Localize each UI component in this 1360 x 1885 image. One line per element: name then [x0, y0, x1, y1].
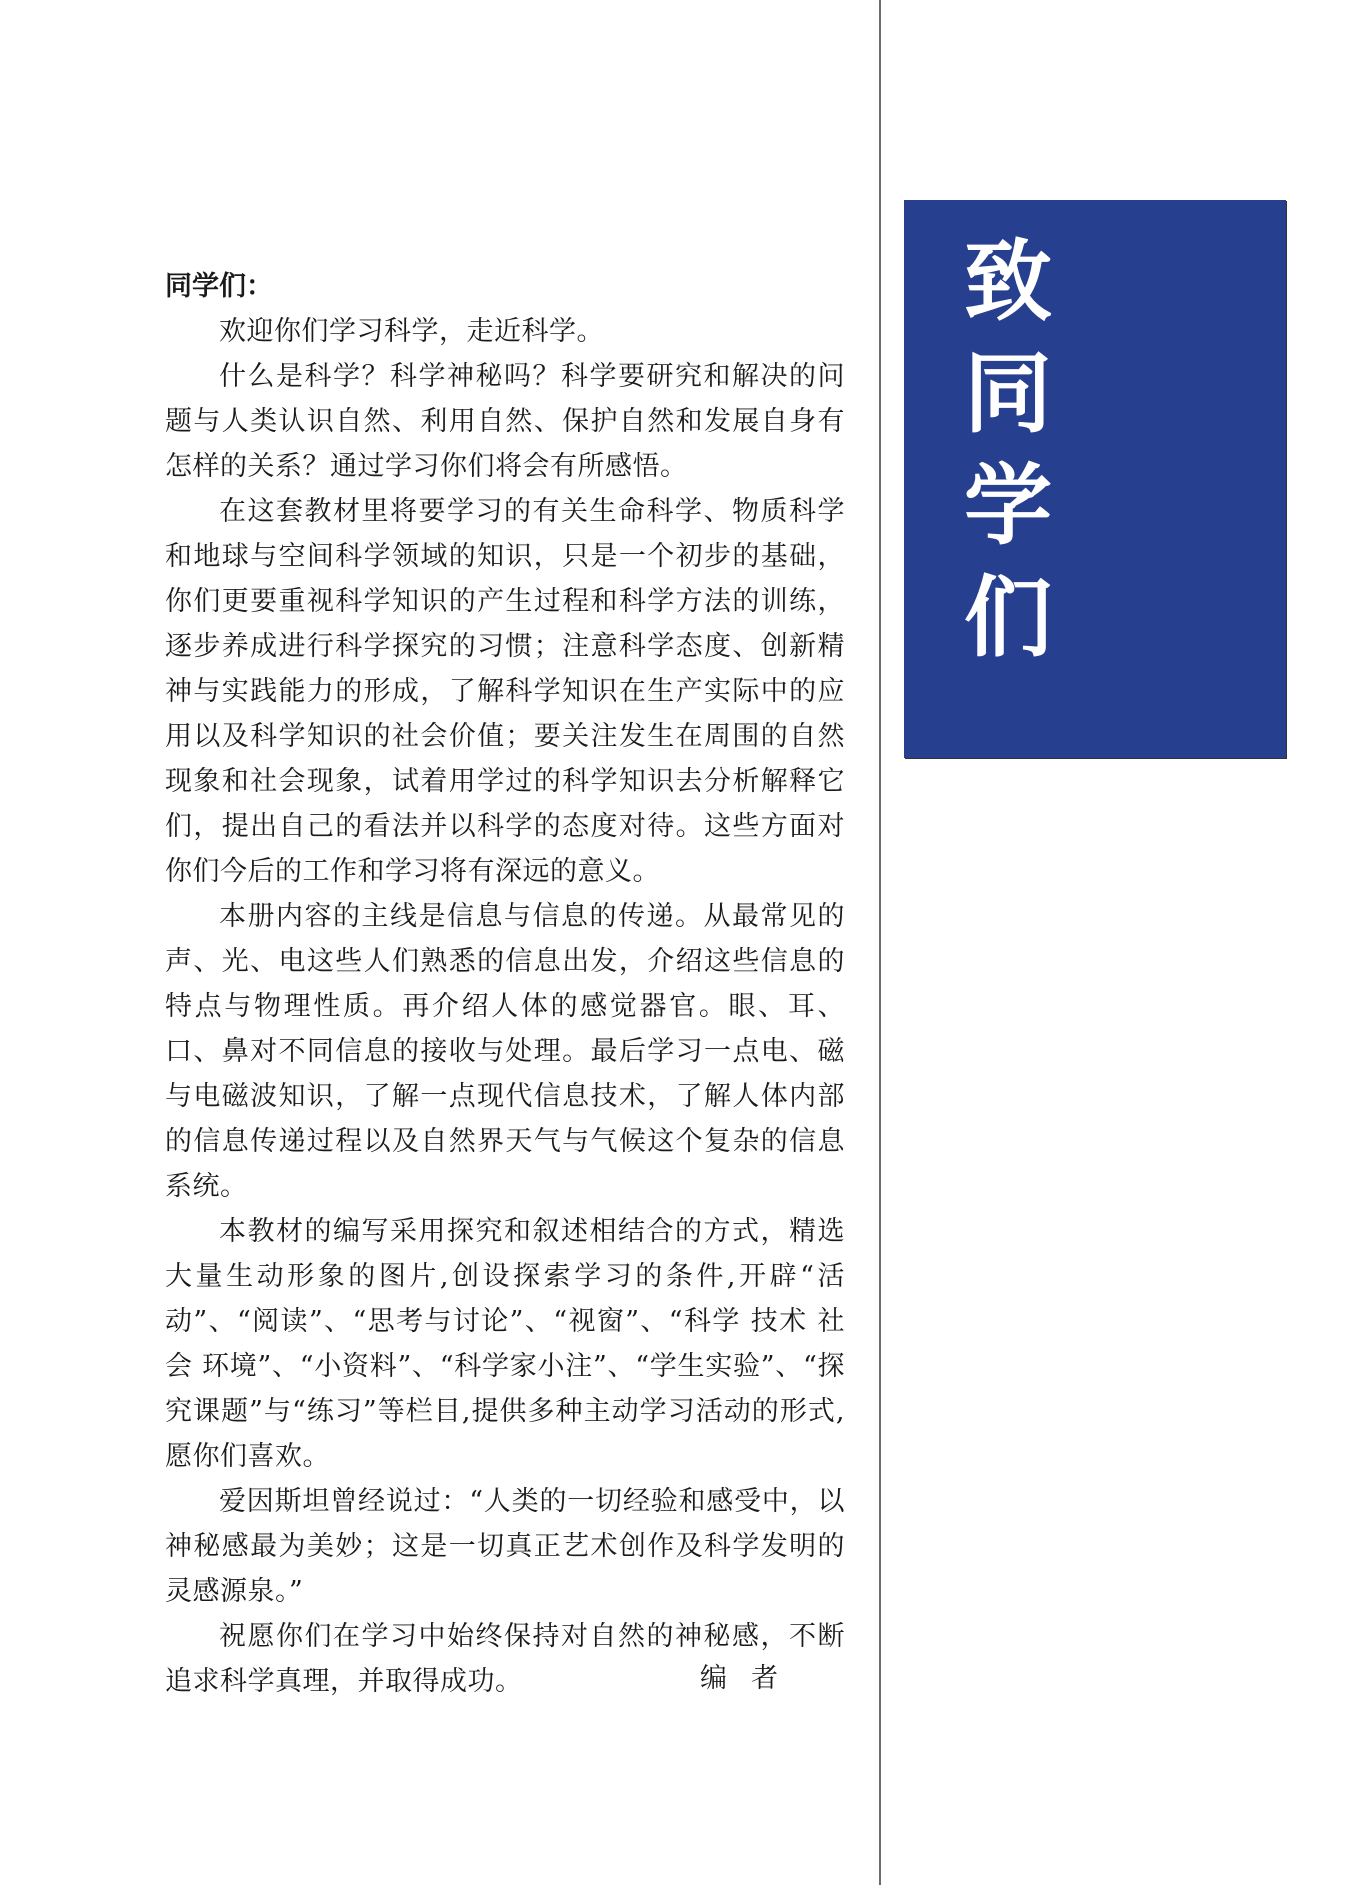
title-char: 们 — [964, 566, 1053, 669]
title-char: 同 — [964, 342, 1053, 445]
page-divider-line — [879, 0, 881, 1885]
page-title — [964, 226, 1064, 674]
paragraph: 爱因斯坦曾经说过：“人类的一切经验和感受中，以神秘感最为美妙；这是一切真正艺术创作及科学发明的灵感源泉。” — [165, 1486, 845, 1607]
greeting: 同学们： — [165, 271, 273, 302]
letter-body — [165, 265, 845, 1704]
paragraph: 在这套教材里将要学习的有关生命科学、物质科学和地球与空间科学领域的知识，只是一个初步的基础，你们更要重视科学知识的产生过程和科学方法的训练，逐步养成进行科学探究的习惯；注意科学态度、创新精神与实践能力的形成，了解科学知识在生产实际中的应用以及科学知识的社会价值；要关注发生在周围的自然现象和社会现象，试着用学过的科学知识去分析解释它们，提出自己的看法并以科学的态度对待。这些方面对你们今后的工作和学习将有深远的意义。 — [165, 496, 845, 887]
title-panel — [904, 200, 1286, 758]
signature: 编者 — [700, 1663, 802, 1694]
title-char: 致 — [964, 230, 1053, 333]
paragraph: 什么是科学？科学神秘吗？科学要研究和解决的问题与人类认识自然、利用自然、保护自然和发展自身有怎样的关系？通过学习你们将会有所感悟。 — [165, 361, 845, 482]
paragraph: 欢迎你们学习科学，走近科学。 — [219, 316, 604, 347]
title-char: 学 — [964, 454, 1053, 557]
paragraph: 本教材的编写采用探究和叙述相结合的方式，精选大量生动形象的图片,创设探索学习的条件,开辟“活动”、“阅读”、“思考与讨论”、“视窗”、“科学 技术 社会 环境”、“小资料”、“科学家小注”、“学生实验”、“探究课题”与“练习”等栏目,提供多种主动学习活动的形式,愿你们喜欢。 — [165, 1216, 845, 1472]
paragraph: 本册内容的主线是信息与信息的传递。从最常见的声、光、电这些人们熟悉的信息出发，介绍这些信息的特点与物理性质。再介绍人体的感觉器官。眼、耳、口、鼻对不同信息的接收与处理。最后学习一点电、磁与电磁波知识，了解一点现代信息技术，了解人体内部的信息传递过程以及自然界天气与气候这个复杂的信息系统。 — [165, 901, 845, 1202]
paragraph: 祝愿你们在学习中始终保持对自然的神秘感，不断追求科学真理，并取得成功。 — [165, 1621, 845, 1697]
